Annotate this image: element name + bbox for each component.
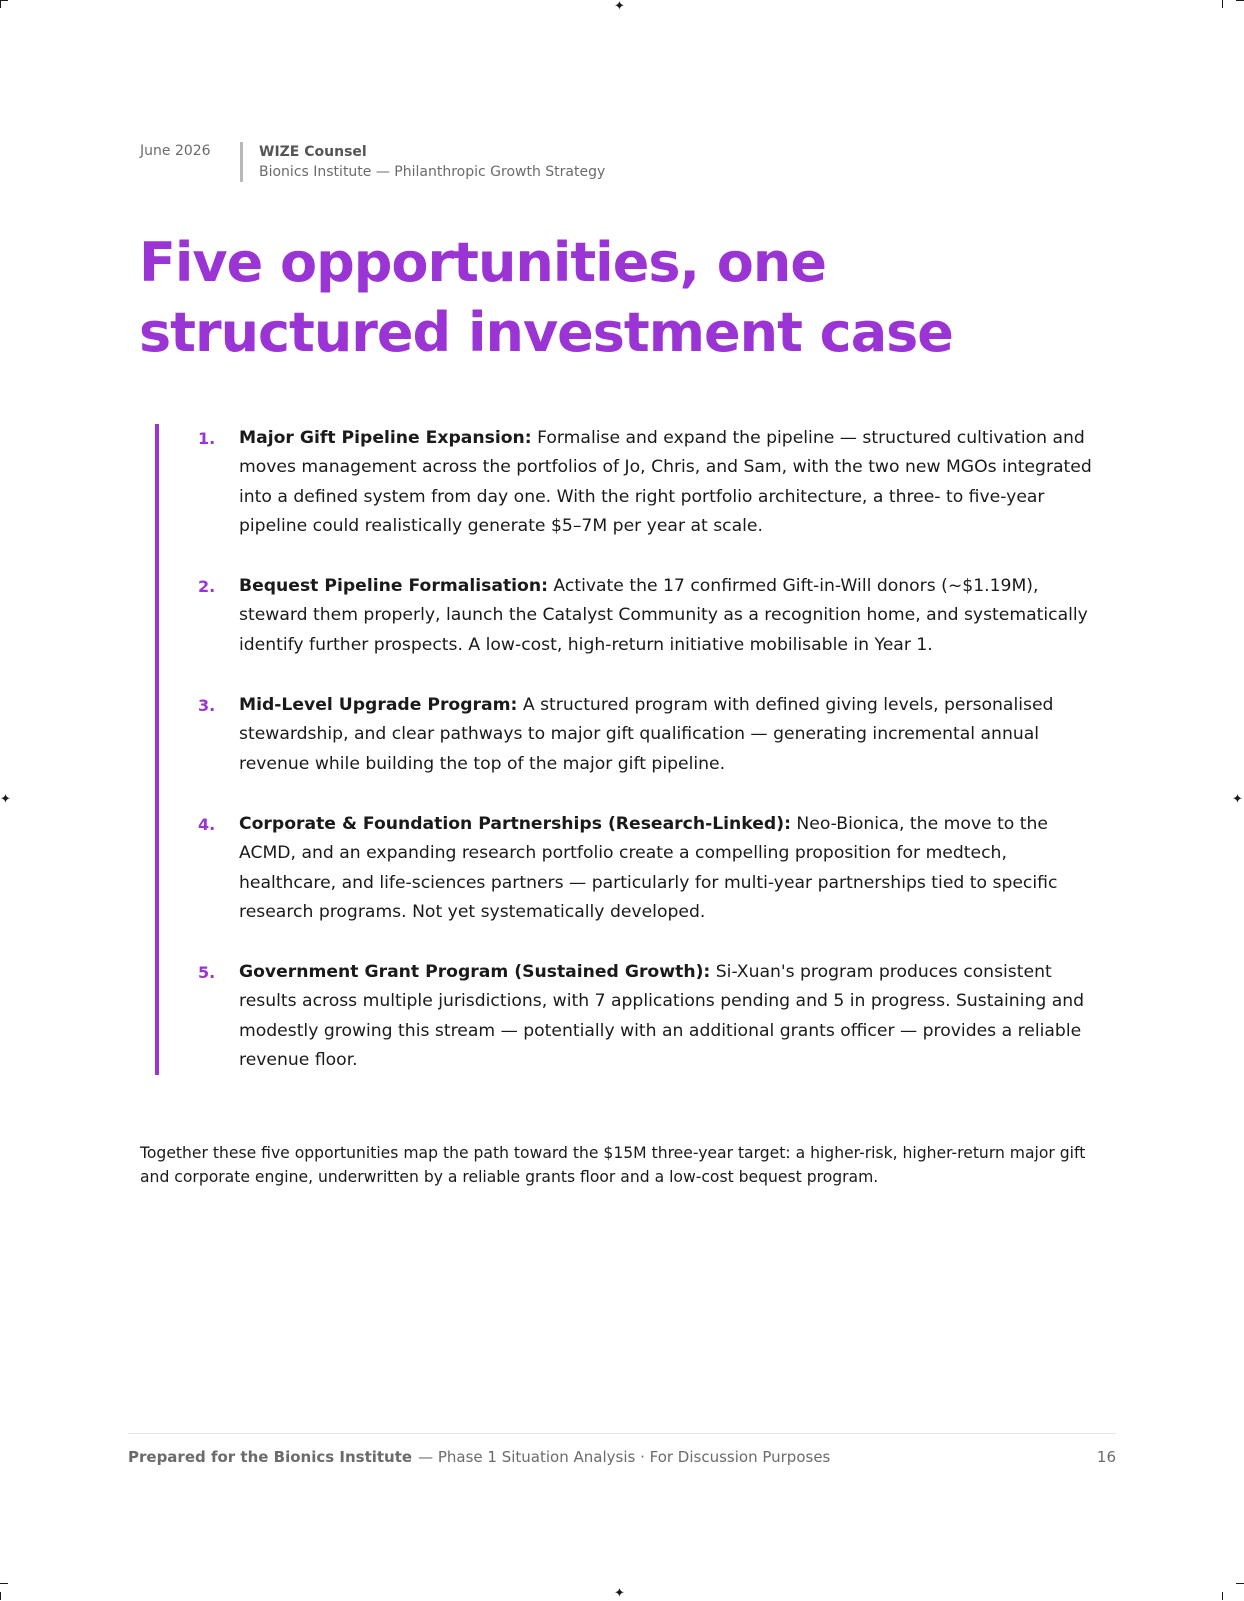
opportunity-item [159, 424, 1119, 541]
registration-mark-icon: ✦ [614, 0, 625, 14]
item-heading: Bequest Pipeline Formalisation: [239, 576, 548, 597]
item-heading: Government Grant Program (Sustained Growth): [239, 962, 711, 983]
header-firm: WIZE Counsel [259, 144, 367, 160]
page-number: 16 [1096, 1448, 1116, 1466]
item-heading: Major Gift Pipeline Expansion: [239, 428, 532, 448]
item-body: A structured program with defined giving levels, personalised stewardship, and clear pathways to major gift qualification — generating incremental annual revenue while building the top of the major gift pipeline. [239, 695, 1054, 774]
item-number: 3. [198, 696, 216, 716]
item-body: Formalise and expand the pipeline — structured cultivation and moves management across the portfolios of Jo, Chris, and Sam, with the two new MGOs integrated into a defined system from day one. With the right portfolio architecture, a three- to five-year pipeline could realistically generate $5–7M per year at scale. [239, 428, 1092, 536]
opportunities-list [159, 424, 1119, 1075]
footer-description: — Phase 1 Situation Analysis · For Discussion Purposes [418, 1448, 831, 1466]
page-footer [128, 1433, 1116, 1466]
crop-mark [1236, 0, 1244, 1]
registration-mark-icon: ✦ [1232, 792, 1243, 807]
item-body: Activate the 17 confirmed Gift-in-Will donors (~$1.19M), steward them properly, launch the Catalyst Community as a recognition home, and systematically identify further prospects. A low-cost, high-return initiative mobilisable in Year 1. [239, 576, 1088, 655]
item-number: 4. [198, 814, 216, 834]
registration-mark-icon: ✦ [0, 792, 11, 807]
opportunity-item [159, 810, 1119, 927]
registration-mark-icon: ✦ [614, 1586, 625, 1601]
crop-mark [0, 0, 1, 8]
crop-mark [0, 0, 8, 1]
item-text [239, 424, 1109, 541]
item-number: 5. [198, 963, 216, 983]
footer-prepared-for: Prepared for the Bionics Institute [128, 1448, 413, 1466]
crop-mark [1222, 1592, 1223, 1600]
opportunity-item [159, 691, 1119, 779]
item-text [239, 810, 1109, 927]
summary-paragraph: Together these five opportunities map the path toward the $15M three-year target: a higher-risk, higher-return major gift and corporate engine, underwritten by a reliable grants floor and a low-cost bequest program. [140, 1144, 1086, 1186]
header-subtitle: Bionics Institute — Philanthropic Growth Strategy [259, 164, 606, 180]
opportunity-item [159, 958, 1119, 1075]
opportunities-panel [155, 424, 1119, 1075]
opportunity-item [159, 572, 1119, 660]
item-text [239, 691, 1109, 779]
item-text [239, 572, 1109, 660]
item-number: 1. [198, 429, 216, 448]
item-text [239, 958, 1109, 1075]
item-body: Neo-Bionica, the move to the ACMD, and an expanding research portfolio create a compelling proposition for medtech, healthcare, and life-sciences partners — particularly for multi-year partnerships tied to specific research programs. Not yet systematically developed. [239, 813, 1058, 922]
crop-mark [0, 1583, 8, 1584]
footer-text [128, 1448, 830, 1466]
item-heading: Mid-Level Upgrade Program: [239, 695, 518, 716]
crop-mark [0, 1592, 1, 1600]
header-meta [240, 142, 605, 182]
item-heading: Corporate & Foundation Partnerships (Research-Linked): [239, 813, 791, 834]
page-header [140, 142, 605, 182]
header-date: June 2026 [140, 143, 211, 159]
crop-mark [1236, 1583, 1244, 1584]
page-title: Five opportunities, one structured investment case [139, 231, 953, 364]
item-body: Si-Xuan's program produces consistent results across multiple jurisdictions, with 7 applications pending and 5 in progress. Sustaining and modestly growing this stream — potentially with an additional grants officer — provides a reliable revenue floor. [239, 962, 1085, 1071]
item-number: 2. [198, 577, 216, 597]
crop-mark [1222, 0, 1223, 8]
